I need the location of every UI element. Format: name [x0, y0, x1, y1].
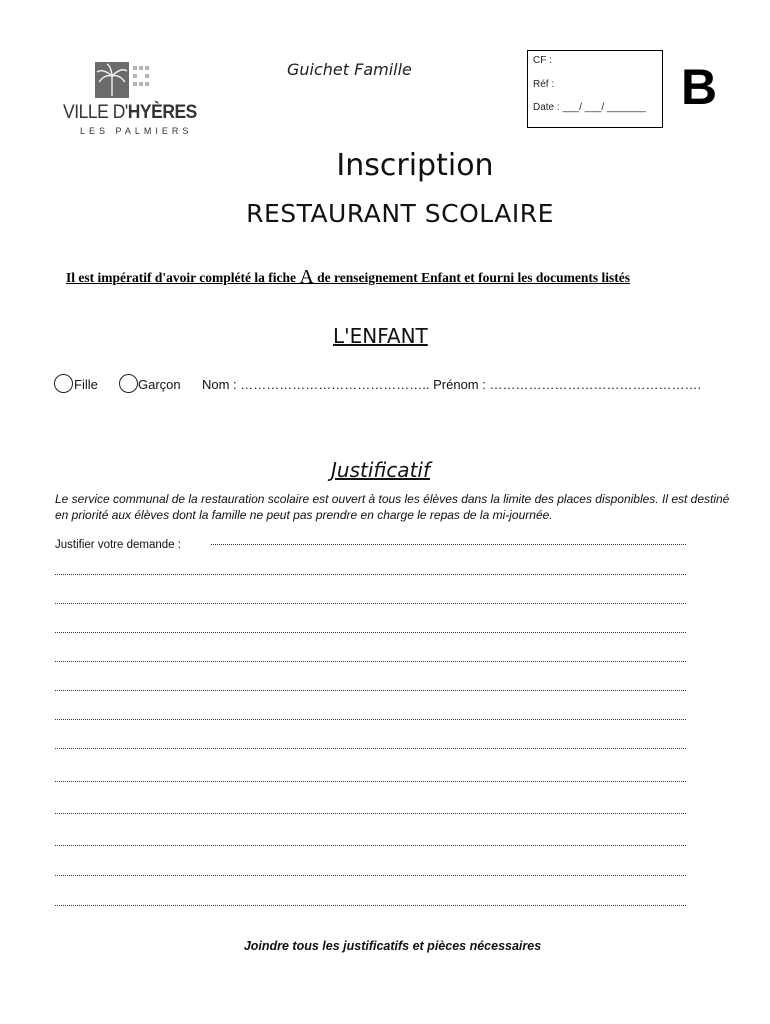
writing-line[interactable]: [55, 813, 686, 814]
writing-line[interactable]: [55, 905, 686, 906]
service-name: Guichet Famille: [287, 60, 412, 79]
writing-line[interactable]: [55, 603, 686, 604]
notice-text: Il est impératif d'avoir complété la fiche A de renseignement Enfant et fourni les documents listés: [66, 266, 631, 288]
writing-line[interactable]: [55, 661, 686, 662]
justifier-input-line[interactable]: [211, 544, 686, 545]
form-letter: B: [681, 59, 718, 115]
writing-line[interactable]: [55, 574, 686, 575]
footer-note: Joindre tous les justificatifs et pièces nécessaires: [243, 939, 542, 953]
fille-radio[interactable]: [54, 374, 73, 393]
writing-line[interactable]: [55, 875, 686, 876]
section-justificatif-heading: Justificatif: [331, 458, 431, 482]
writing-line[interactable]: [55, 748, 686, 749]
writing-line[interactable]: [55, 632, 686, 633]
fille-label: Fille: [74, 377, 98, 392]
writing-line[interactable]: [55, 719, 686, 720]
cf-field[interactable]: CF :: [533, 55, 552, 66]
justificatif-description: Le service communal de la restauration scolaire est ouvert à tous les élèves dans la limite des places disponibles. Il est destiné en priorité aux élèves dont la famille ne peut pas prendre en charge le repas de la mi-journée.: [55, 492, 730, 522]
page-title: Inscription: [336, 148, 494, 183]
city-logo-name: VILLE D'HYÈRES: [63, 102, 197, 123]
city-logo-emblem: [93, 62, 155, 100]
writing-line[interactable]: [55, 690, 686, 691]
notice-letter: A: [299, 266, 314, 288]
section-enfant-heading: L'ENFANT: [333, 324, 428, 348]
city-logo-tagline: LES PALMIERS: [80, 126, 193, 136]
date-field[interactable]: Date : ___/ ___/ _______: [533, 102, 646, 113]
garcon-label: Garçon: [138, 377, 181, 392]
writing-line[interactable]: [55, 781, 686, 782]
garcon-radio[interactable]: [119, 374, 138, 393]
reference-box: [527, 50, 663, 128]
nom-prenom-fields[interactable]: Nom : …………………………………….. Prénom : ………………………………………….: [202, 377, 702, 392]
writing-line[interactable]: [55, 845, 686, 846]
page-subtitle: RESTAURANT SCOLAIRE: [246, 199, 554, 228]
ref-field[interactable]: Réf :: [533, 79, 555, 90]
justifier-label: Justifier votre demande :: [55, 539, 181, 551]
